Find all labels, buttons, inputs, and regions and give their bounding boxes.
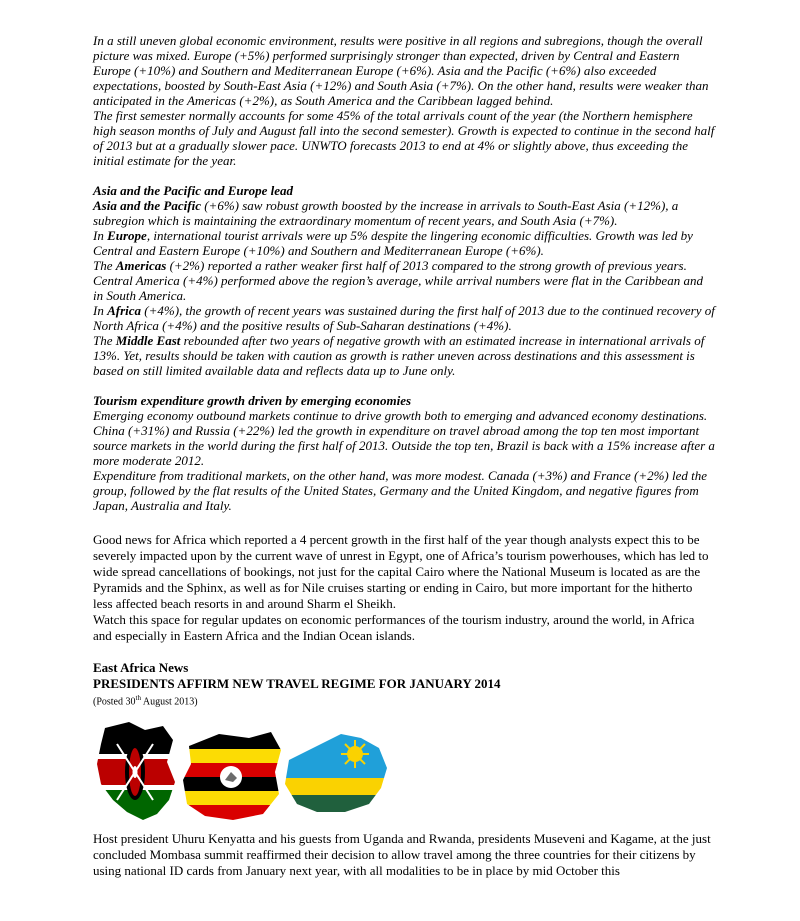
heading-regions: Asia and the Pacific and Europe lead	[93, 183, 294, 198]
posted-date: (Posted 30th August 2013)	[93, 694, 198, 708]
news-headline: PRESIDENTS AFFIRM NEW TRAVEL REGIME FOR JANUARY 2014	[93, 676, 501, 691]
paragraph-first-semester: The first semester normally accounts for some 45% of the total arrivals count of the year (the Northern hemisphere high season months of July and August fall into the second semester). Growth is expected to continue in the second half of 2013 but at a gradually slower pace. UNWTO forecasts 2013 to end at 4% or slightly above, thus exceeding the initial estimate for the year.	[93, 108, 715, 168]
paragraph-mombasa-summit: Host president Uhuru Kenyatta and his guests from Uganda and Rwanda, presidents Museveni and Kagame, at the just concluded Mombasa summit reaffirmed their decision to allow travel among the three countries for their citizens by using national ID cards from January next year, with all modalities to be in place by mid October this	[93, 831, 711, 878]
paragraph-americas: The Americas (+2%) reported a rather weaker first half of 2013 compared to the strong growth of previous years. Central America (+4%) performed above the region’s average, while arrival numbers were flat in the Caribbean and in South America.	[93, 258, 703, 303]
kenya-flag-map	[93, 720, 183, 824]
paragraph-emerging: Emerging economy outbound markets continue to drive growth both to emerging and advanced economy destinations.	[93, 408, 708, 423]
paragraph-traditional-markets: Expenditure from traditional markets, on the other hand, was more modest. Canada (+3%) and France (+2%) led the group, followed by the flat results of the United States, Germany and the United Kingdom, and negative figures from Japan, Australia and Italy.	[93, 468, 708, 513]
paragraph-middle-east: The Middle East rebounded after two years of negative growth with an estimated increase in international arrivals of 13%. Yet, results should be taken with caution as growth is rather uneven across destinations and this assessment is based on still limited available data and reflects data up to June only.	[93, 333, 705, 378]
paragraph-asia: Asia and the Pacific (+6%) saw robust growth boosted by the increase in arrivals to South-East Asia (+12%), a subregion which is maintaining the extraordinary momentum of recent years, and South Asia (+7%).	[93, 198, 679, 228]
article-body	[93, 33, 715, 708]
uganda-flag-map	[179, 720, 289, 824]
paragraph-africa: In Africa (+4%), the growth of recent years was sustained during the first half of 2013 due to the continued recovery of North Africa (+4%) and the positive results of Sub-Saharan destinations (+4%).	[93, 303, 715, 333]
heading-expenditure: Tourism expenditure growth driven by emerging economies	[93, 393, 412, 408]
paragraph-china-russia: China (+31%) and Russia (+22%) led the growth in expenditure on travel abroad among the top ten most important source markets in the world during the first half of 2013. Outside the top ten, Brazil is back with a 15% increase after a more moderate 2012.	[93, 423, 715, 468]
paragraph-africa-news: Good news for Africa which reported a 4 percent growth in the first half of the year though analysts expect this to be severely impacted upon by the current wave of unrest in Egypt, one of Africa’s tourism powerhouses, which has led to wide spread cancellations of bookings, not just for the capital Cairo where the National Museum is located as are the Pyramids and the Sphinx, as well as for Nile cruises starting or ending in Cairo, but more important for the hitherto less affected beach resorts in and around Sharm el Sheikh.	[93, 532, 709, 611]
paragraph-overview: In a still uneven global economic environment, results were positive in all regions and subregions, though the overall picture was mixed. Europe (+5%) performed surprisingly stronger than expected, driven by Central and Eastern Europe (+10%) and Southern and Mediterranean Europe (+6%). Asia and the Pacific (+6%) also exceeded expectations, boosted by South-East Asia (+12%) and South Asia (+7%). On the other hand, results were weaker than anticipated in the Americas (+2%), as South America and the Caribbean lagged behind.	[93, 33, 709, 108]
rwanda-flag-map	[283, 720, 393, 824]
news-body	[93, 831, 715, 879]
news-section-label: East Africa News	[93, 660, 189, 675]
country-flag-maps	[93, 720, 393, 824]
paragraph-watch-space: Watch this space for regular updates on economic performances of the tourism industry, around the world, in Africa and especially in Eastern Africa and the Indian Ocean islands.	[93, 612, 695, 643]
paragraph-europe: In Europe, international tourist arrivals were up 5% despite the lingering economic difficulties. Growth was led by Central and Eastern Europe (+10%) and Southern and Mediterranean Europe (+6%).	[93, 228, 693, 258]
